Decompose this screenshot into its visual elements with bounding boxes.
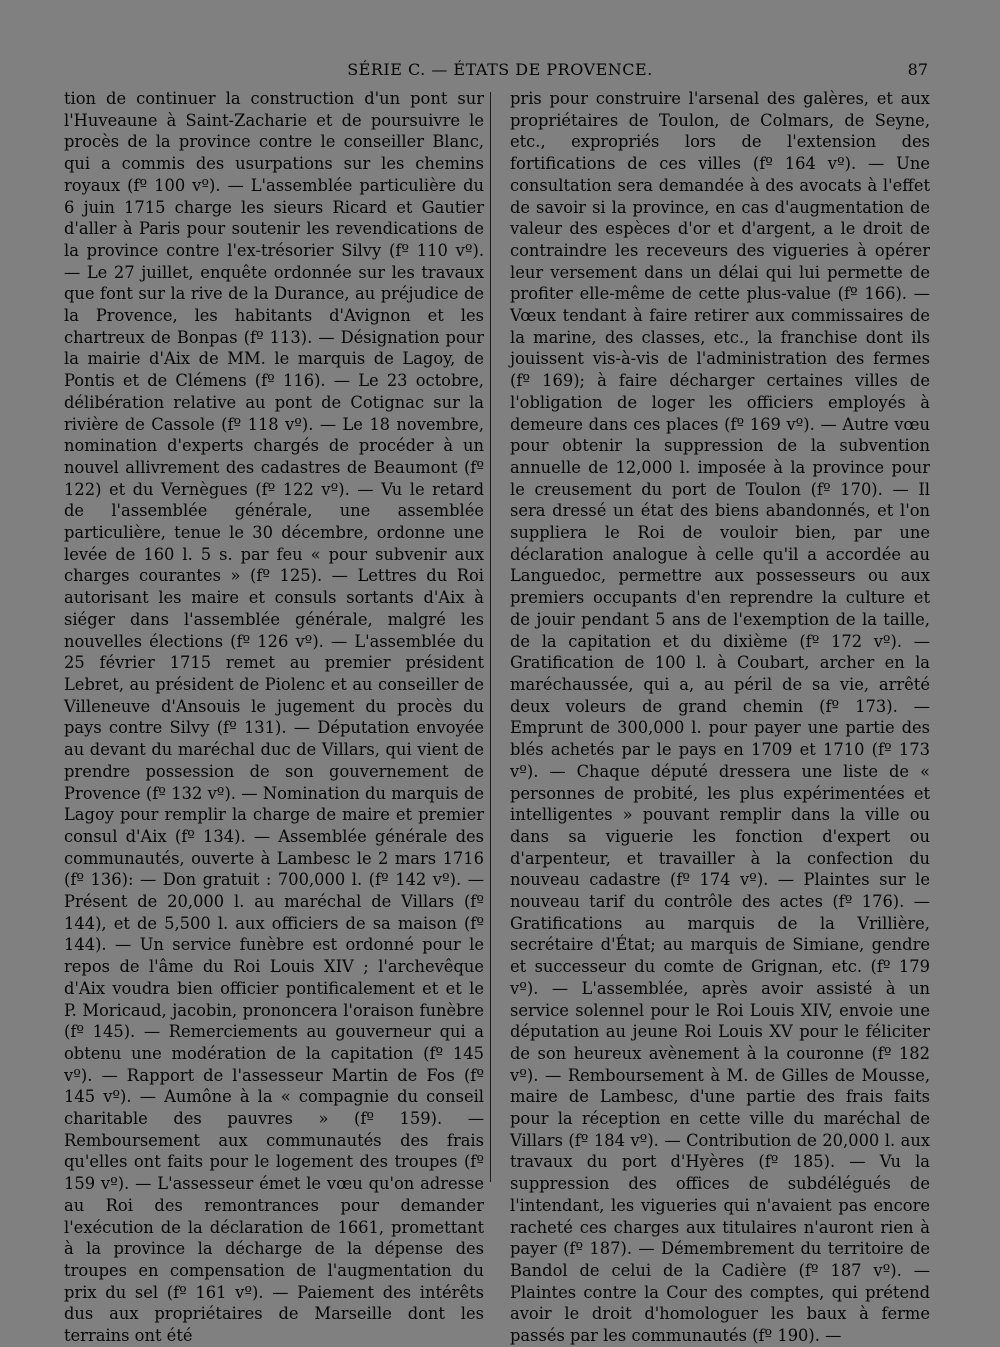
page-header: [0, 60, 1000, 84]
running-title: SÉRIE C. — ÉTATS DE PROVENCE.: [347, 60, 653, 79]
column-divider: [490, 92, 491, 1182]
right-column-text: pris pour construire l'arsenal des galères, et aux propriétaires de Toulon, de Colmars, de Seyne, etc., expropriés lors de l'extension des fortifications de ces villes (fº 164 vº). — Une consultation sera demandée à des avocats à l'effet de savoir si la province, en cas d'augmentation de valeur des espèces d'or et d'argent, a le droit de contraindre les receveurs des vigueries à opérer leur versement dans un délai qui lui permette de profiter elle-même de cette plus-value (fº 166). — Vœux tendant à faire retirer aux commissaires de la marine, des classes, etc., la franchise dont ils jouissent vis-à-vis de l'administration des fermes (fº 169); à faire décharger certaines villes de l'obligation de loger les officiers employés à demeure dans ces places (fº 169 vº). — Autre vœu pour obtenir la suppression de la subvention annuelle de 12,000 l. imposée à la province pour le creusement du port de Toulon (fº 170). — Il sera dressé un état des biens abandonnés, et l'on suppliera le Roi de vouloir bien, par une déclaration analogue à celle qu'il a accordée au Languedoc, permettre aux possesseurs ou aux premiers occupants d'en reprendre la culture et de jouir pendant 5 ans de l'exemption de la taille, de la capitation et du dixième (fº 172 vº). — Gratification de 100 l. à Coubart, archer en la maréchaussée, qui a, au péril de sa vie, arrêté deux voleurs de grand chemin (fº 173). — Emprunt de 300,000 l. pour payer une partie des blés achetés par le pays en 1709 et 1710 (fº 173 vº). — Chaque député dressera une liste de « personnes de probité, les plus expérimentées et intelligentes » pouvant remplir dans la ville ou dans sa viguerie les fonction d'expert ou d'arpenteur, et travailler à la confection du nouveau cadastre (fº 174 vº). — Plaintes sur le nouveau tarif du contrôle des actes (fº 176). — Gratifications au marquis de la Vrillière, secrétaire d'État; au marquis de Simiane, gendre et successeur du comte de Grignan, etc. (fº 179 vº). — L'assemblée, après avoir assisté à un service solennel pour le Roi Louis XIV, envoie une députation au jeune Roi Louis XV pour le féliciter de son heureux avènement à la couronne (fº 182 vº). — Remboursement à M. de Gilles de Mousse, maire de Lambesc, d'une partie des frais faits pour la réception en cette ville du maréchal de Villars (fº 184 vº). — Contribution de 20,000 l. aux travaux du port d'Hyères (fº 185). — Vu la suppression des offices de subdélégués de l'intendant, les vigueries qui n'avaient pas encore racheté ces charges aux titulaires n'auront rien à payer (fº 187). — Démembrement du territoire de Bandol de celui de la Cadière (fº 187 vº). — Plaintes contre la Cour des comptes, qui prétend avoir le droit d'homologuer les baux à ferme passés par les communautés (fº 190). —: [510, 89, 930, 1346]
right-column: [510, 88, 930, 1347]
left-column: [64, 88, 484, 1347]
left-column-text: tion de continuer la construction d'un pont sur l'Huveaune à Saint-Zacharie et de poursuivre le procès de la province contre le conseiller Blanc, qui a commis des usurpations sur les chemins royaux (fº 100 vº). — L'assemblée particulière du 6 juin 1715 charge les sieurs Ricard et Gautier d'aller à Paris pour soutenir les revendications de la province contre l'ex-trésorier Silvy (fº 110 vº). — Le 27 juillet, enquête ordonnée sur les travaux que font sur la rive de la Durance, au préjudice de la Provence, les habitants d'Avignon et les chartreux de Bonpas (fº 113). — Désignation pour la mairie d'Aix de MM. le marquis de Lagoy, de Pontis et de Clémens (fº 116). — Le 23 octobre, délibération relative au pont de Cotignac sur la rivière de Cassole (fº 118 vº). — Le 18 novembre, nomination d'experts chargés de procéder à un nouvel allivrement des cadastres de Beaumont (fº 122) et du Vernègues (fº 122 vº). — Vu le retard de l'assemblée générale, une assemblée particulière, tenue le 30 décembre, ordonne une levée de 160 l. 5 s. par feu « pour subvenir aux charges courantes » (fº 125). — Lettres du Roi autorisant les maire et consuls sortants d'Aix à siéger dans l'assemblée générale, malgré les nouvelles élections (fº 126 vº). — L'assemblée du 25 février 1715 remet au premier président Lebret, au président de Piolenc et au conseiller de Villeneuve d'Ansouis le jugement du procès du pays contre Silvy (fº 131). — Députation envoyée au devant du maréchal duc de Villars, qui vient de prendre possession de son gouvernement de Provence (fº 132 vº). — Nomination du marquis de Lagoy pour remplir la charge de maire et premier consul d'Aix (fº 134). — Assemblée générale des communautés, ouverte à Lambesc le 2 mars 1716 (fº 136): — Don gratuit : 700,000 l. (fº 142 vº). — Présent de 20,000 l. au maréchal de Villars (fº 144), et de 5,500 l. aux officiers de sa maison (fº 144). — Un service funèbre est ordonné pour le repos de l'âme du Roi Louis XIV ; l'archevêque d'Aix voudra bien officier pontificalement et et le P. Moricaud, jacobin, prononcera l'oraison funèbre (fº 145). — Remerciements au gouverneur qui a obtenu une modération de la capitation (fº 145 vº). — Rapport de l'assesseur Martin de Fos (fº 145 vº). — Aumône à la « compagnie du conseil charitable des pauvres » (fº 159). — Remboursement aux communautés des frais qu'elles ont faits pour le logement des troupes (fº 159 vº). — L'assesseur émet le vœu qu'on adresse au Roi des remontrances pour demander l'exécution de la déclaration de 1661, promettant à la province la décharge de la dépense des troupes en compensation de l'augmentation du prix du sel (fº 161 vº). — Paiement des intérêts dus aux propriétaires de Marseille dont les terrains ont été: [64, 89, 484, 1346]
page-number: 87: [907, 60, 928, 79]
